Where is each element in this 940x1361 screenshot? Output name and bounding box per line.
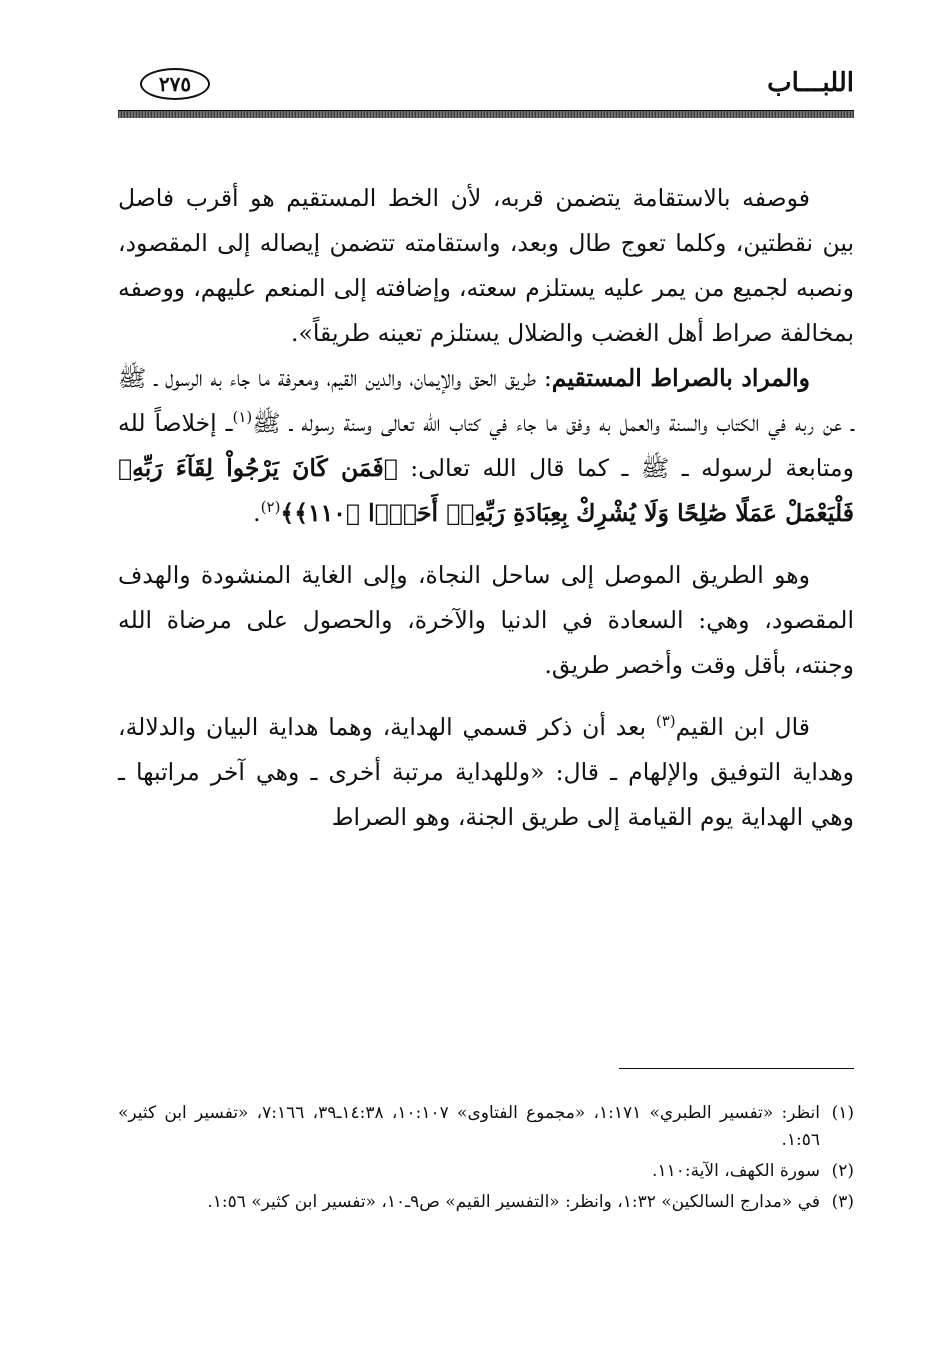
paragraph-2-end: .: [253, 499, 261, 527]
paragraph-1: فوصفه بالاستقامة يتضمن قربه، لأن الخط المستقيم هو أقرب فاصل بين نقطتين، وكلما تعوج طال وبعد، واستقامته تتضمن إيصاله إلى المقصود، ونصبه لجميع من يمر عليه يستلزم سعته، وإضافته إلى المنعم عليهم، ووصفه بمخالفة صراط أهل الغضب والضلال يستلزم تعينه طريقاً».: [118, 184, 854, 347]
page-header: [118, 62, 854, 120]
footnote-number: (٢): [831, 1161, 854, 1181]
footnote-text: في «مدارج السالكين» ١:٣٢، وانظر: «التفسير القيم» ص٩ـ١٠، «تفسير ابن كثير» ١:٥٦.: [207, 1192, 820, 1212]
footnote-ref-3: (٣): [655, 712, 676, 731]
paragraph-2-lead: والمراد بالصراط المستقيم: [551, 364, 810, 392]
footnotes: [118, 1100, 854, 1220]
quran-verse: ﴿فَمَن كَانَ يَرْجُواْ لِقَآءَ رَبِّهِۦ فَلْيَعْمَلْ عَمَلًا صَٰلِحًا وَلَا يُشْرِكْ بِعِبَادَةِ رَبِّهِۦٓ أَحَدًۢا ﴿١١٠﴾﴾: [118, 454, 854, 527]
footnote-text: انظر: «تفسير الطبري» ١:١٧١، «مجموع الفتاوى» ١٠:١٠٧، ١٤:٣٨ـ٣٩، ٧:١٦٦، «تفسير ابن كثير» ١:٥٦.: [118, 1103, 820, 1150]
header-rule: [118, 110, 854, 118]
paragraph-3: وهو الطريق الموصل إلى ساحل النجاة، وإلى الغاية المنشودة والهدف المقصود، وهي: السعادة في الدنيا والآخرة، والحصول على مرضاة الله وجنته، بأقل وقت وأخصر طريق.: [118, 561, 854, 679]
footnote-1: [118, 1100, 854, 1154]
running-title: اللبـــاب: [767, 68, 854, 98]
paragraph-2-text-b: ـ إخلاصاً لله ومتابعة لرسوله ـ ﷺ ـ كما قال الله تعالى:: [118, 409, 854, 482]
footnote-ref-2: (٢): [260, 498, 281, 517]
paragraph-2-text-a: : طريق الحق والإيمان، والدين القيم، ومعرفة ما جاء به الرسول ـ ﷺ ـ عن ربه في الكتاب والسنة والعمل به وفق ما جاء في كتاب الله تعالى وسنة رسوله ـ ﷺ: [118, 364, 854, 437]
footnote-separator: [619, 1068, 854, 1069]
page-number: ٢٧٥: [140, 68, 210, 100]
main-text: [118, 176, 854, 840]
footnote-3: [118, 1189, 854, 1216]
paragraph-4: [118, 705, 854, 840]
footnote-number: (٣): [831, 1192, 854, 1212]
paragraph-2: [118, 356, 854, 536]
footnote-number: (١): [831, 1103, 854, 1123]
footnote-ref-1: (١): [232, 408, 253, 427]
footnote-2: [118, 1158, 854, 1185]
paragraph-4-text-b: بعد أن ذكر قسمي الهداية، وهما هداية البيان والدلالة، وهداية التوفيق والإلهام ـ قال: «وللهداية مرتبة أخرى ـ وهي آخر مراتبها ـ وهي الهداية يوم القيامة إلى طريق الجنة، وهو الصراط: [118, 713, 854, 831]
footnote-text: سورة الكهف، الآية:١١٠.: [652, 1161, 820, 1181]
paragraph-4-text-a: قال ابن القيم: [675, 713, 810, 741]
